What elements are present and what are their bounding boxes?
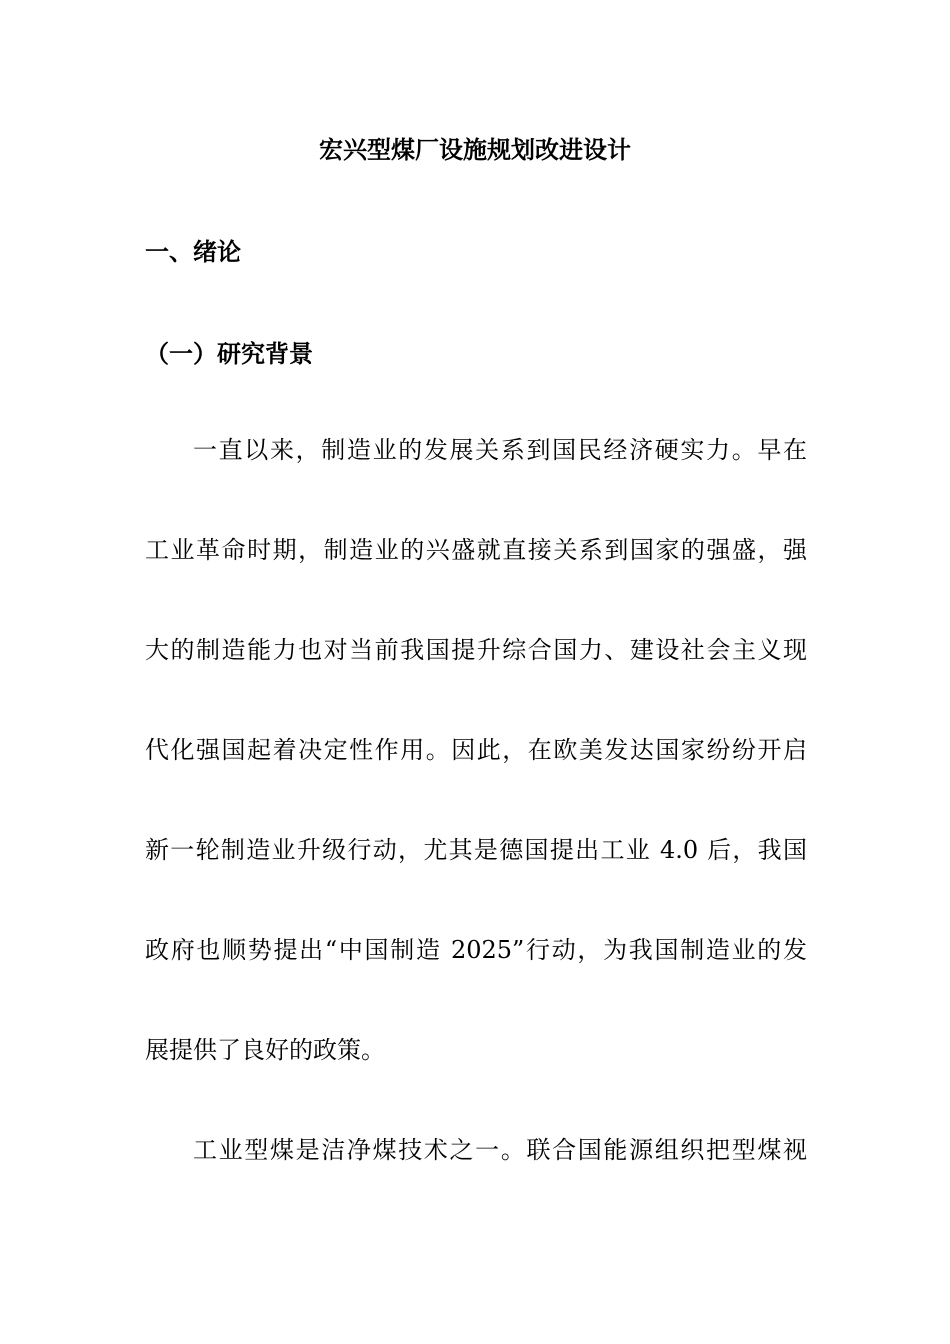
paragraph-line: 工业革命时期，制造业的兴盛就直接关系到国家的强盛，强 (145, 536, 807, 564)
paragraph-line: 新一轮制造业升级行动，尤其是德国提出工业 4.0 后，我国 (145, 836, 807, 864)
paragraph-line: 政府也顺势提出“中国制造 2025”行动，为我国制造业的发 (145, 936, 807, 964)
paragraph-line: 代化强国起着决定性作用。因此，在欧美发达国家纷纷开启 (145, 736, 807, 764)
paragraph-line: 一直以来，制造业的发展关系到国民经济硬实力。早在 (193, 436, 807, 464)
paragraph-research-background (145, 400, 807, 1100)
subsection-heading: （一）研究背景 (145, 339, 313, 368)
paragraph-line: 工业型煤是洁净煤技术之一。联合国能源组织把型煤视 (193, 1136, 807, 1164)
document-title: 宏兴型煤厂设施规划改进设计 (319, 135, 631, 164)
paragraph-line: 大的制造能力也对当前我国提升综合国力、建设社会主义现 (145, 636, 807, 664)
section-heading: 一、绪论 (145, 237, 241, 266)
paragraph-industrial-briquette (145, 1100, 807, 1200)
paragraph-line: 展提供了良好的政策。 (145, 1036, 385, 1064)
